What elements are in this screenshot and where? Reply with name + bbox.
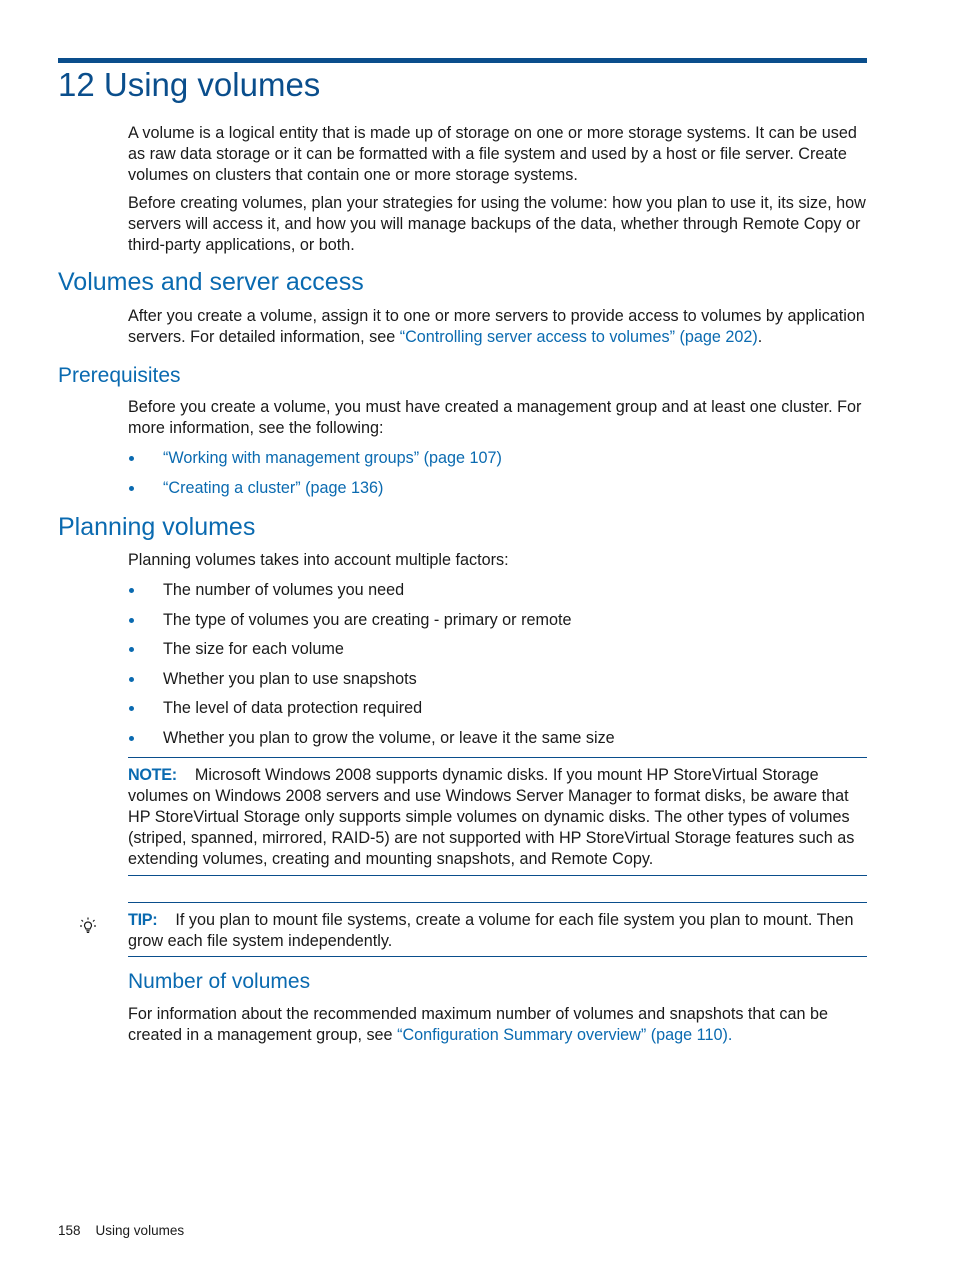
tip-bottom-rule xyxy=(128,956,867,957)
planning-paragraph: Planning volumes takes into account multiple factors: xyxy=(128,551,509,569)
tip-top-rule xyxy=(128,902,867,903)
server-access-period: . xyxy=(757,328,763,346)
factor-text: Whether you plan to grow the volume, or leave it the same size xyxy=(163,728,615,747)
note-bottom-rule xyxy=(128,875,867,876)
list-item xyxy=(128,669,868,699)
tip-text: If you plan to mount file systems, create a volume for each file system you plan to mount. Then grow each file system independently. xyxy=(128,911,854,950)
bullet-icon xyxy=(129,456,134,461)
list-item xyxy=(128,478,868,508)
factor-text: The type of volumes you are creating - primary or remote xyxy=(163,610,572,629)
server-access-paragraph xyxy=(128,306,868,348)
bullet-icon xyxy=(129,736,134,741)
list-item xyxy=(128,698,868,728)
note-label: NOTE: xyxy=(128,766,177,784)
link-creating-a-cluster[interactable]: “Creating a cluster” (page 136) xyxy=(163,478,384,497)
intro-paragraph-2: Before creating volumes, plan your strategies for using the volume: how you plan to use it, its size, how servers will access it, and how you will manage backups of the data, whether through Remote Copy or third-party applications, or both. xyxy=(128,194,866,254)
bullet-icon xyxy=(129,588,134,593)
list-item xyxy=(128,728,868,758)
bullet-icon xyxy=(129,706,134,711)
note-top-rule xyxy=(128,757,867,758)
link-controlling-server-access[interactable]: “Controlling server access to volumes” (page 202) xyxy=(399,328,758,346)
prerequisites-paragraph: Before you create a volume, you must have created a management group and at least one cluster. For more information, see the following: xyxy=(128,398,862,437)
number-of-volumes-period: . xyxy=(727,1026,733,1044)
bullet-icon xyxy=(129,486,134,491)
note-box xyxy=(128,765,868,870)
list-item xyxy=(128,610,868,640)
number-of-volumes-text: For information about the recommended maximum number of volumes and snapshots that can be created in a management group, see xyxy=(128,1005,829,1044)
footer-section-title: Using volumes xyxy=(95,1223,185,1238)
intro xyxy=(128,123,868,256)
section-heading-server-access: Volumes and server access xyxy=(58,268,364,296)
page-number: 158 xyxy=(58,1223,81,1238)
tip-box xyxy=(128,910,868,952)
lightbulb-icon xyxy=(78,916,98,936)
bullet-icon xyxy=(129,677,134,682)
page-footer xyxy=(58,1223,184,1238)
note-text: Microsoft Windows 2008 supports dynamic disks. If you mount HP StoreVirtual Storage volumes on Windows 2008 servers and use Windows Server Manager to format disks, be aware that HP StoreVirtual Storage only supports simple volumes on dynamic disks. The other types of volumes (striped, spanned, mirrored, RAID-5) are not supported with HP StoreVirtual Storage features such as extending volumes, creating and mounting snapshots, and Remote Copy. xyxy=(128,766,855,868)
chapter-title: 12 Using volumes xyxy=(58,66,321,103)
list-item xyxy=(128,448,868,478)
tip-label: TIP: xyxy=(128,911,158,929)
factor-text: The size for each volume xyxy=(163,640,344,658)
intro-paragraph-1: A volume is a logical entity that is made up of storage on one or more storage systems. It can be used as raw data storage or it can be formatted with a file system and used by a host or file server. Create volumes on clusters that contain one or more storage systems. xyxy=(128,124,857,184)
section-heading-prerequisites: Prerequisites xyxy=(58,364,181,387)
planning-factors-list xyxy=(128,580,868,757)
prerequisites-links xyxy=(128,448,868,507)
chapter-rule xyxy=(58,58,867,63)
link-working-with-management-groups[interactable]: “Working with management groups” (page 107) xyxy=(163,449,502,467)
bullet-icon xyxy=(129,618,134,623)
list-item xyxy=(128,580,868,610)
list-item xyxy=(128,639,868,669)
factor-text: Whether you plan to use snapshots xyxy=(163,669,417,688)
number-of-volumes-paragraph xyxy=(128,1004,868,1046)
server-access-text: After you create a volume, assign it to one or more servers to provide access to volumes by application servers. For detailed information, see xyxy=(128,307,865,346)
section-heading-planning-volumes: Planning volumes xyxy=(58,513,256,541)
factor-text: The number of volumes you need xyxy=(163,581,405,599)
factor-text: The level of data protection required xyxy=(163,699,423,717)
section-heading-number-of-volumes: Number of volumes xyxy=(128,970,311,993)
link-configuration-summary-overview[interactable]: “Configuration Summary overview” (page 110) xyxy=(397,1026,728,1044)
bullet-icon xyxy=(129,647,134,652)
